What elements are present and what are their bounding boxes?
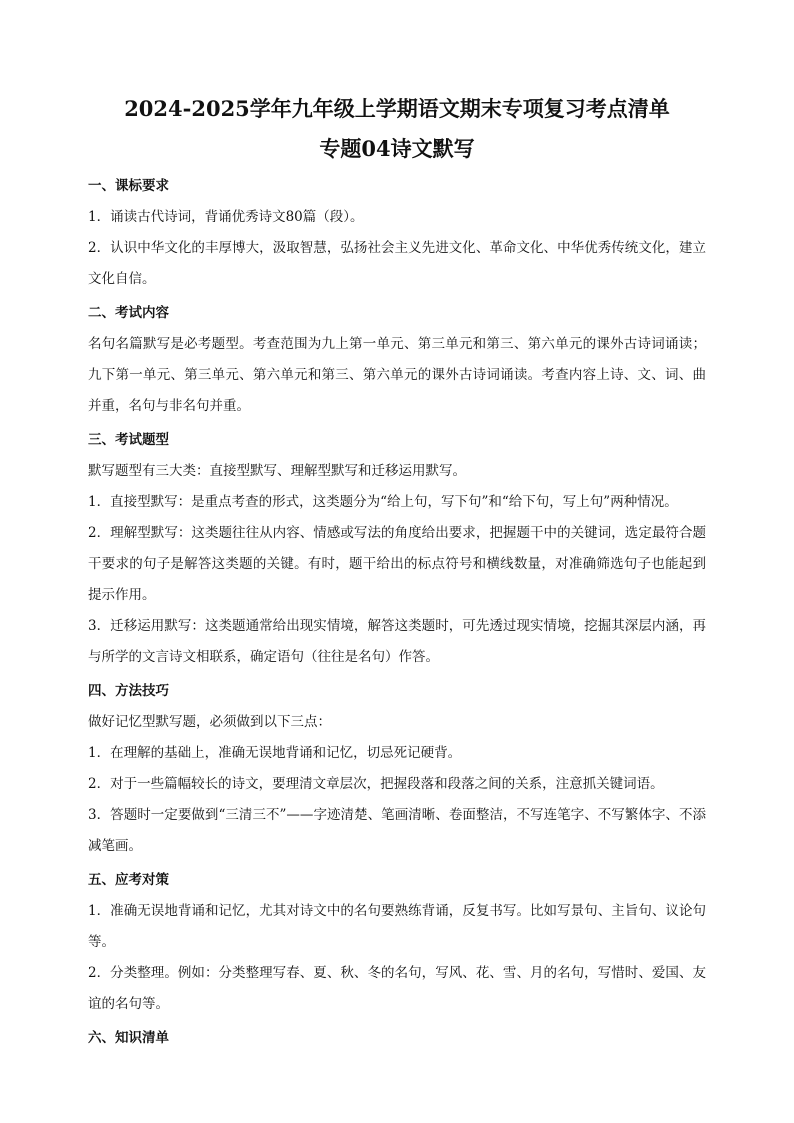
paragraph: 1．直接型默写：是重点考查的形式，这类题分为“给上句，写下句”和“给下句，写上句”两种情况。	[88, 494, 678, 510]
document-subtitle: 专题04诗文默写	[319, 136, 475, 161]
paragraph: 1．准确无误地背诵和记忆，尤其对诗文中的名句要熟练背诵，反复书写。比如写景句、主旨句、议论句等。	[88, 903, 706, 950]
section-heading: 三、考试题型	[88, 432, 169, 448]
section-heading: 五、应考对策	[88, 872, 169, 888]
section-heading: 四、方法技巧	[88, 683, 169, 699]
section-heading: 二、考试内容	[88, 305, 169, 321]
section-3	[88, 430, 706, 673]
paragraph: 2．分类整理。例如：分类整理写春、夏、秋、冬的名句，写风、花、雪、月的名句，写惜时、爱国、友谊的名句等。	[88, 965, 706, 1012]
paragraph: 1．在理解的基础上，准确无误地背诵和记忆，切忌死记硬背。	[88, 745, 462, 761]
section-heading: 一、课标要求	[88, 178, 169, 194]
section-4	[88, 681, 706, 862]
section-6	[88, 1028, 706, 1048]
paragraph: 2．理解型默写：这类题往往从内容、情感或写法的角度给出要求，把握题干中的关键词，选定最符合题干要求的句子是解答这类题的关键。有时，题干给出的标点符号和横线数量，对准确筛选句子也能起到提示作用。	[88, 525, 706, 603]
section-1	[88, 176, 706, 295]
paragraph: 默写题型有三大类：直接型默写、理解型默写和迁移运用默写。	[88, 463, 466, 479]
paragraph: 3．迁移运用默写：这类题通常给出现实情境，解答这类题时，可先透过现实情境，挖掘其深层内涵，再与所学的文言诗文相联系，确定语句（往往是名句）作答。	[88, 618, 706, 665]
paragraph: 2．对于一些篇幅较长的诗文，要理清文章层次，把握段落和段落之间的关系，注意抓关键词语。	[88, 776, 664, 792]
section-heading: 六、知识清单	[88, 1030, 169, 1046]
paragraph: 1．诵读古代诗词，背诵优秀诗文80篇（段）。	[88, 209, 364, 225]
document-title: 2024-2025学年九年级上学期语文期末专项复习考点清单	[124, 96, 670, 121]
paragraph: 做好记忆型默写题，必须做到以下三点：	[88, 714, 331, 730]
paragraph: 名句名篇默写是必考题型。考查范围为九上第一单元、第三单元和第三、第六单元的课外古诗词诵读；九下第一单元、第三单元、第六单元和第三、第六单元的课外古诗词诵读。考查内容上诗、文、词、曲并重，名句与非名句并重。	[88, 336, 706, 414]
section-5	[88, 870, 706, 1020]
paragraph: 3．答题时一定要做到“三清三不”——字迹清楚、笔画清晰、卷面整洁，不写连笔字、不写繁体字、不添减笔画。	[88, 807, 706, 854]
section-2	[88, 303, 706, 422]
paragraph: 2．认识中华文化的丰厚博大，汲取智慧，弘扬社会主义先进文化、革命文化、中华优秀传统文化，建立文化自信。	[88, 240, 706, 287]
